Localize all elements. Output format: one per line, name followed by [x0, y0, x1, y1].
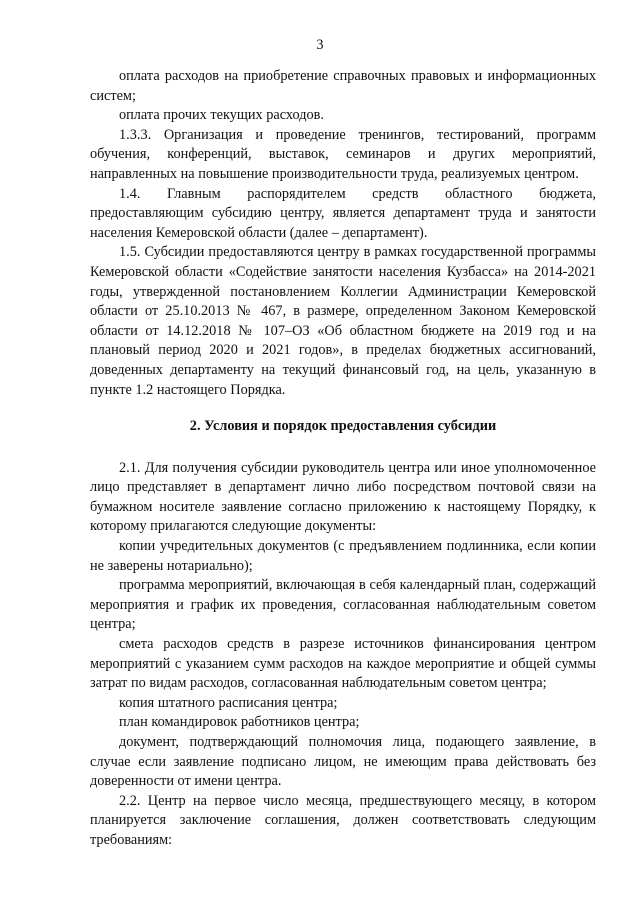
paragraph: оплата прочих текущих расходов. — [119, 107, 325, 124]
section-heading: 2. Условия и порядок предоставления субсидии — [189, 418, 497, 435]
paragraph: 1.3.3. Организация и проведение тренингов, тестирований, программ обучения, конференций, выставок, семинаров и других мероприятий, направленных на повышение производительности труда, реализуемых центром. — [90, 126, 596, 182]
paragraph: 2.2. Центр на первое число месяца, предшествующего месяцу, в котором планируется заключение соглашения, должен соответствовать следующим требованиям: — [90, 792, 596, 848]
page-number: 3 — [316, 37, 324, 53]
paragraph: 2.1. Для получения субсидии руководитель центра или иное уполномоченное лицо представляет в департамент лично либо посредством почтовой связи на бумажном носителе заявление согласно приложению к настоящему Порядку, к которому прилагаются следующие документы: — [90, 459, 596, 535]
document-body — [90, 67, 596, 851]
paragraph: копии учредительных документов (с предъявлением подлинника, если копии не заверены нотариально); — [90, 538, 596, 574]
paragraph: 1.4. Главным распорядителем средств областного бюджета, предоставляющим субсидию центру, является департамент труда и занятости населения Кемеровской области (далее – департамент). — [90, 185, 596, 241]
paragraph: документ, подтверждающий полномочия лица, подающего заявление, в случае если заявление подписано лицом, не имеющим права действовать без доверенности от имени центра. — [90, 734, 596, 790]
paragraph: оплата расходов на приобретение справочных правовых и информационных систем; — [90, 68, 596, 104]
paragraph: 1.5. Субсидии предоставляются центру в рамках государственной программы Кемеровской области «Содействие занятости населения Кузбасса» на 2014-2021 годы, утвержденной постановлением Коллегии Администрации Кемеровской области от 25.10.2013 № 467, в размере, определенном Законом Кемеровской области от 14.12.2018 № 107–ОЗ «Об областном бюджете на 2019 год и на плановый период 2020 и 2021 годов», в пределах бюджетных ассигнований, доведенных департаменту на текущий финансовый год, на цель, указанную в пункте 1.2 настоящего Порядка. — [90, 244, 596, 398]
paragraph: программа мероприятий, включающая в себя календарный план, содержащий мероприятия и график их проведения, согласованная наблюдательным советом центра; — [90, 577, 596, 633]
paragraph: копия штатного расписания центра; — [119, 694, 338, 711]
paragraph: смета расходов средств в разрезе источников финансирования центром мероприятий с указанием сумм расходов на каждое мероприятие и общей суммы затрат по видам расходов, согласованная наблюдательным советом центра; — [90, 636, 596, 692]
paragraph: план командировок работников центра; — [119, 714, 360, 731]
